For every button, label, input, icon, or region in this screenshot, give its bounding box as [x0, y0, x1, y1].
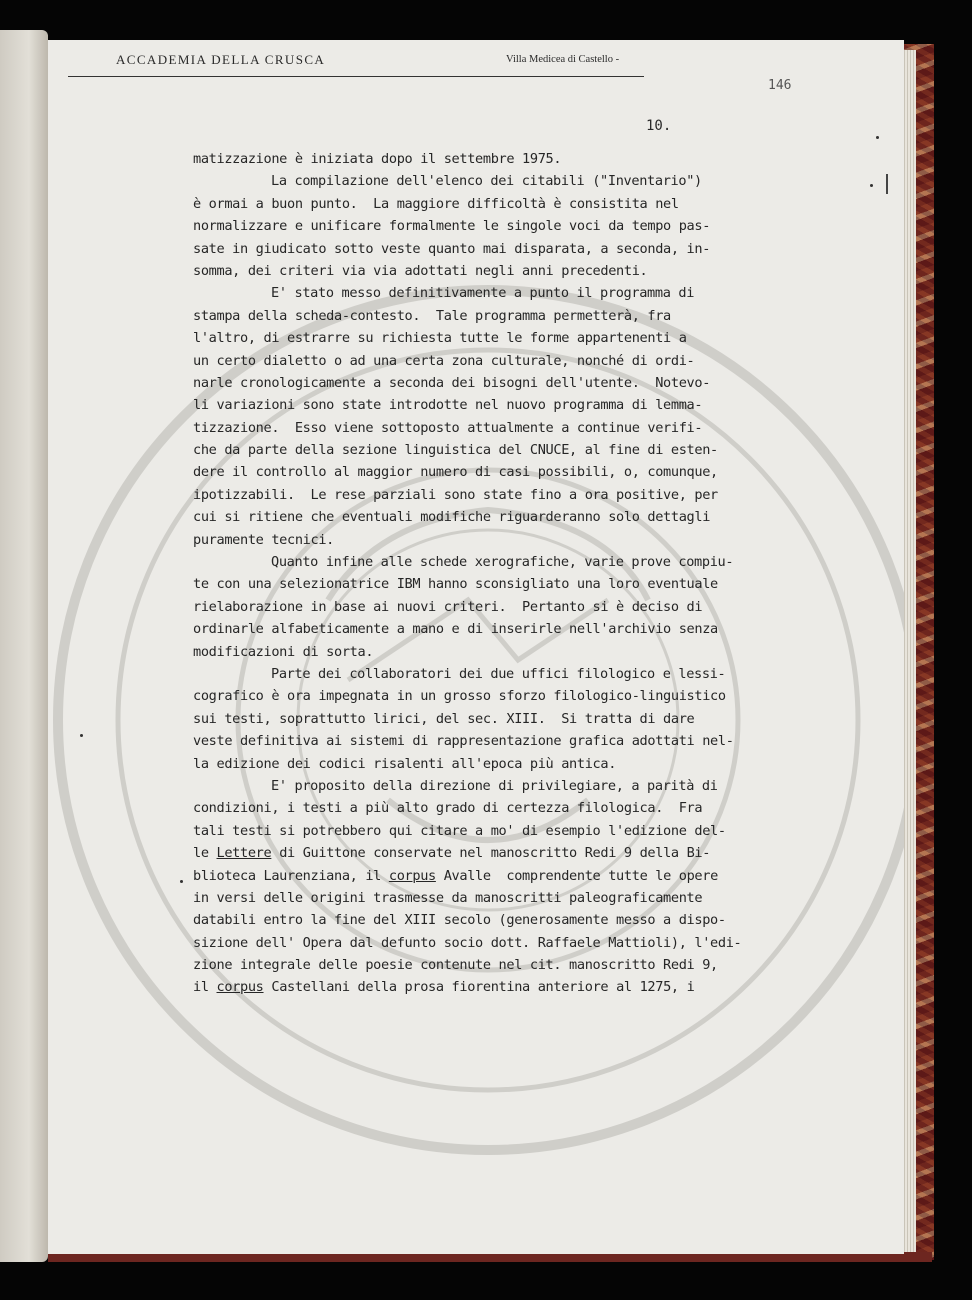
text-line: veste definitiva ai sistemi di rappresentazione grafica adottati nel-	[193, 733, 734, 750]
text-line: l'altro, di estrarre su richiesta tutte le forme appartenenti a	[193, 330, 687, 347]
text-line: ipotizzabili. Le rese parziali sono state fino a ora positive, per	[193, 486, 718, 503]
text-line: Parte dei collaboratori dei due uffici filologico e lessi-	[271, 665, 726, 682]
institution-name: ACCADEMIA DELLA CRUSCA	[116, 52, 326, 67]
institution-location: Villa Medicea di Castello -	[506, 54, 620, 65]
text-line: E' stato messo definitivamente a punto il programma di	[271, 285, 695, 302]
margin-mark	[870, 184, 873, 187]
text-line: sui testi, soprattutto lirici, del sec. XIII. Si tratta di dare	[193, 710, 695, 727]
text-line: zione integrale delle poesie contenute nel cit. manoscritto Redi 9,	[193, 957, 718, 974]
text-line	[193, 976, 833, 998]
folio-number: 146	[768, 78, 792, 93]
typed-body-text	[193, 148, 833, 999]
text-line: in versi delle origini trasmesse da manoscritti paleograficamente	[193, 889, 703, 906]
text-line: matizzazione è iniziata dopo il settembre 1975.	[193, 151, 562, 167]
text-line: li variazioni sono state introdotte nel nuovo programma di lemma-	[193, 397, 703, 414]
document-page	[48, 40, 904, 1254]
text-line: E' proposito della direzione di privilegiare, a parità di	[271, 777, 718, 794]
page-number: 10.	[646, 118, 672, 134]
text-fragment: blioteca Laurenziana, il	[193, 867, 389, 884]
text-line: normalizzare e unificare formalmente le singole voci da tempo pas-	[193, 218, 711, 235]
text-line: sizione dell' Opera dal defunto socio dott. Raffaele Mattioli), l'edi-	[193, 934, 742, 951]
text-line: che da parte della sezione linguistica del CNUCE, al fine di esten-	[193, 442, 718, 459]
margin-mark	[80, 734, 83, 737]
text-fragment: Castellani della prosa fiorentina anteriore al 1275, i	[263, 979, 695, 996]
text-line: puramente tecnici.	[193, 531, 335, 548]
margin-mark	[886, 174, 888, 194]
text-line: dere il controllo al maggior numero di casi possibili, o, comunque,	[193, 464, 718, 481]
text-line: la edizione dei codici risalenti all'epoca più antica.	[193, 755, 617, 772]
text-line: stampa della scheda-contesto. Tale programma permetterà, fra	[193, 307, 671, 324]
text-line: tizzazione. Esso viene sottoposto attualmente a continue verifi-	[193, 419, 703, 436]
text-fragment: Avalle comprendente tutte le opere	[435, 867, 718, 884]
text-line: databili entro la fine del XIII secolo (generosamente messo a dispo-	[193, 912, 726, 929]
text-line: narle cronologicamente a seconda dei bisogni dell'utente. Notevo-	[193, 374, 711, 391]
underlined-title: Lettere	[216, 845, 272, 862]
text-line	[193, 842, 833, 864]
text-line: cografico è ora impegnata in un grosso sforzo filologico-linguistico	[193, 688, 726, 705]
text-line: è ormai a buon punto. La maggiore difficoltà è consistita nel	[193, 195, 679, 212]
text-line: Quanto infine alle schede xerografiche, varie prove compiu-	[271, 554, 734, 571]
text-line: un certo dialetto o ad una certa zona culturale, nonché di ordi-	[193, 352, 695, 369]
text-fragment: il	[193, 979, 217, 996]
text-line: ordinarle alfabeticamente a mano e di inserirle nell'archivio senza	[193, 621, 718, 638]
text-line: te con una selezionatrice IBM hanno sconsigliato una loro eventuale	[193, 576, 718, 593]
margin-mark	[876, 136, 879, 139]
text-fragment: di Guittone conservate nel manoscritto Redi 9 della Bi-	[271, 845, 711, 862]
text-line: modificazioni di sorta.	[193, 643, 374, 660]
underlined-term: corpus	[216, 979, 264, 996]
text-line: rielaborazione in base ai nuovi criteri. Pertanto si è deciso di	[193, 598, 703, 615]
text-line: cui si ritiene che eventuali modifiche riguarderanno solo dettagli	[193, 509, 711, 526]
underlined-term: corpus	[388, 867, 436, 884]
text-line: somma, dei criteri via via adottati negli anni precedenti.	[193, 262, 648, 279]
letterhead	[68, 50, 644, 77]
text-fragment: le	[193, 845, 217, 862]
margin-mark	[180, 880, 183, 883]
text-line: tali testi si potrebbero qui citare a mo' di esempio l'edizione del-	[193, 822, 726, 839]
text-line: sate in giudicato sotto veste quanto mai disparata, a seconda, in-	[193, 240, 711, 257]
text-line: condizioni, i testi a più alto grado di certezza filologica. Fra	[193, 800, 703, 817]
previous-page-edge	[0, 30, 48, 1262]
text-line: La compilazione dell'elenco dei citabili ("Inventario")	[271, 173, 702, 190]
text-line	[193, 865, 833, 887]
